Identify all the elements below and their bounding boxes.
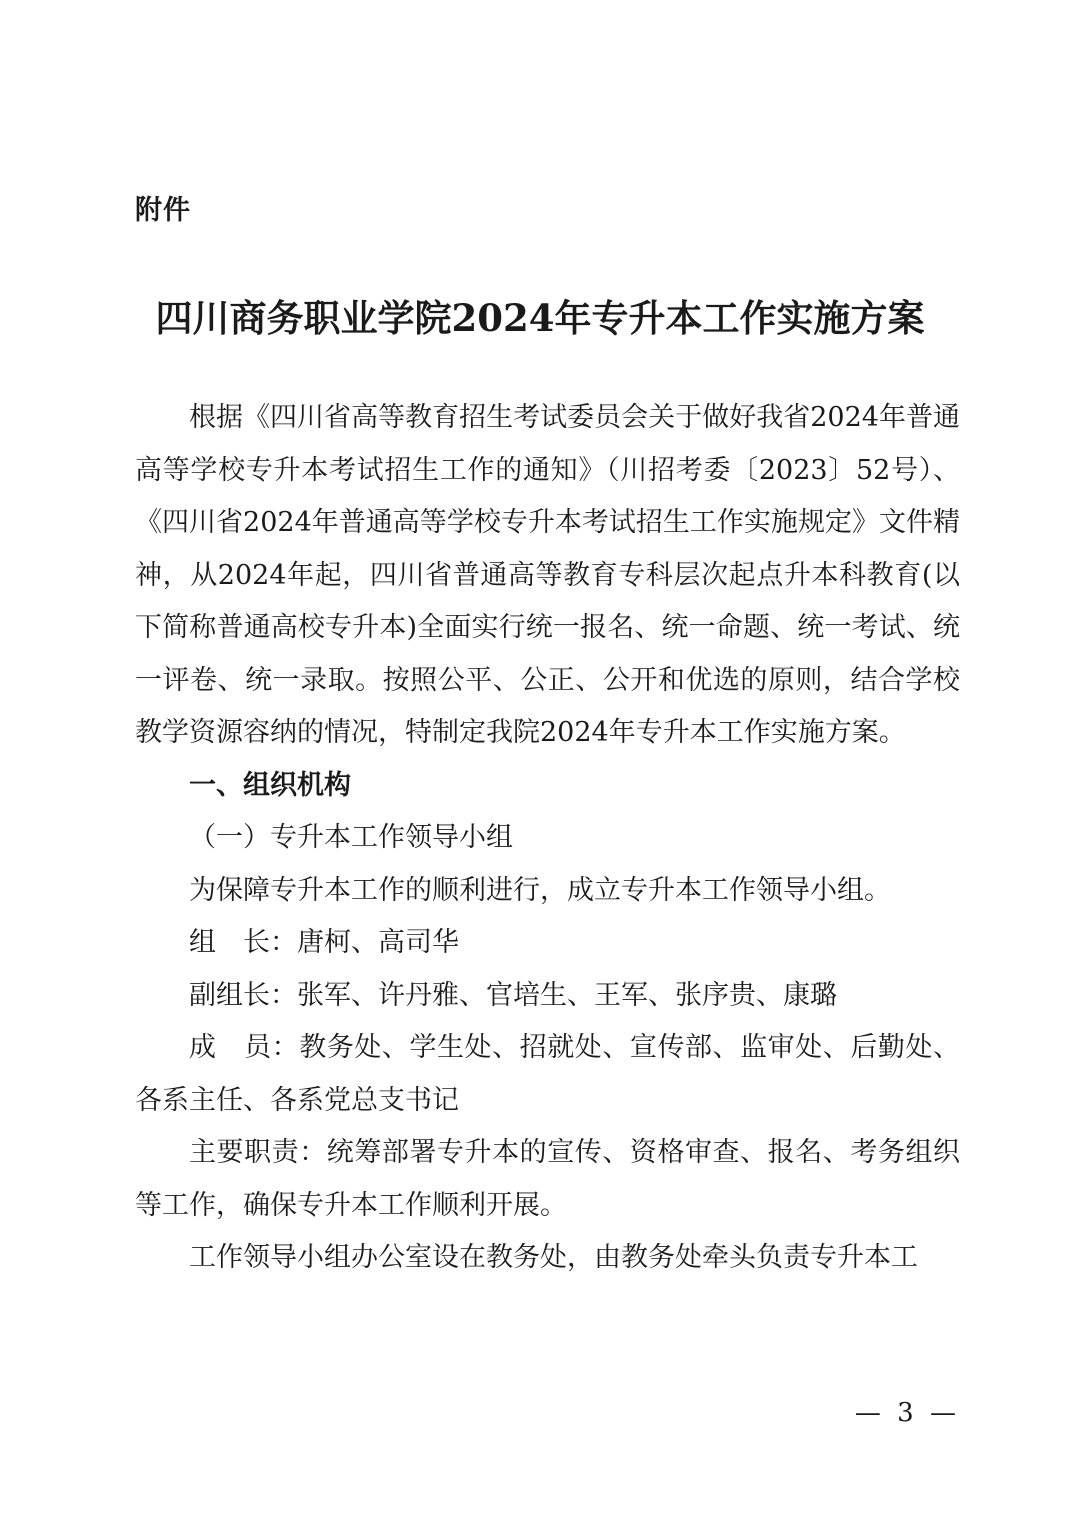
paragraph-office: 工作领导小组办公室设在教务处，由教务处牵头负责专升本工: [189, 1242, 918, 1273]
page-number: — 3 —: [854, 1398, 960, 1428]
paragraph-members: 成 员：教务处、学生处、招就处、宣传部、监审处、后勤处、各系主任、各系党总支书记: [135, 1032, 960, 1116]
paragraph-deputy-leader: 副组长：张军、许丹雅、官培生、王军、张序贵、康璐: [189, 979, 837, 1011]
paragraph-purpose: 为保障专升本工作的顺利进行，成立专升本工作领导小组。: [189, 874, 891, 906]
subsection-heading-leading-group: （一）专升本工作领导小组: [189, 822, 513, 853]
attachment-label: 附件: [135, 195, 191, 226]
section-heading-organization: 一、组织机构: [189, 769, 351, 801]
document-title: 四川商务职业学院2024年专升本工作实施方案: [155, 296, 925, 340]
paragraph-intro: 根据《四川省高等教育招生考试委员会关于做好我省2024年普通高等学校专升本考试招生工作的通知》（川招考委〔2023〕52号）、《四川省2024年普通高等学校专升本考试招生工作实施规定》文件精神，从2024年起，四川省普通高等教育专科层次起点升本科教育(以下简称普通高校专升本)全面实行统一报名、统一命题、统一考试、统一评卷、统一录取。按照公平、公正、公开和优选的原则，结合学校教学资源容纳的情况，特制定我院2024年专升本工作实施方案。: [135, 402, 960, 748]
document-body: [135, 392, 960, 1285]
paragraph-group-leader: 组 长：唐柯、高司华: [189, 927, 459, 958]
paragraph-duties: 主要职责：统筹部署专升本的宣传、资格审查、报名、考务组织等工作，确保专升本工作顺利开展。: [135, 1137, 960, 1221]
